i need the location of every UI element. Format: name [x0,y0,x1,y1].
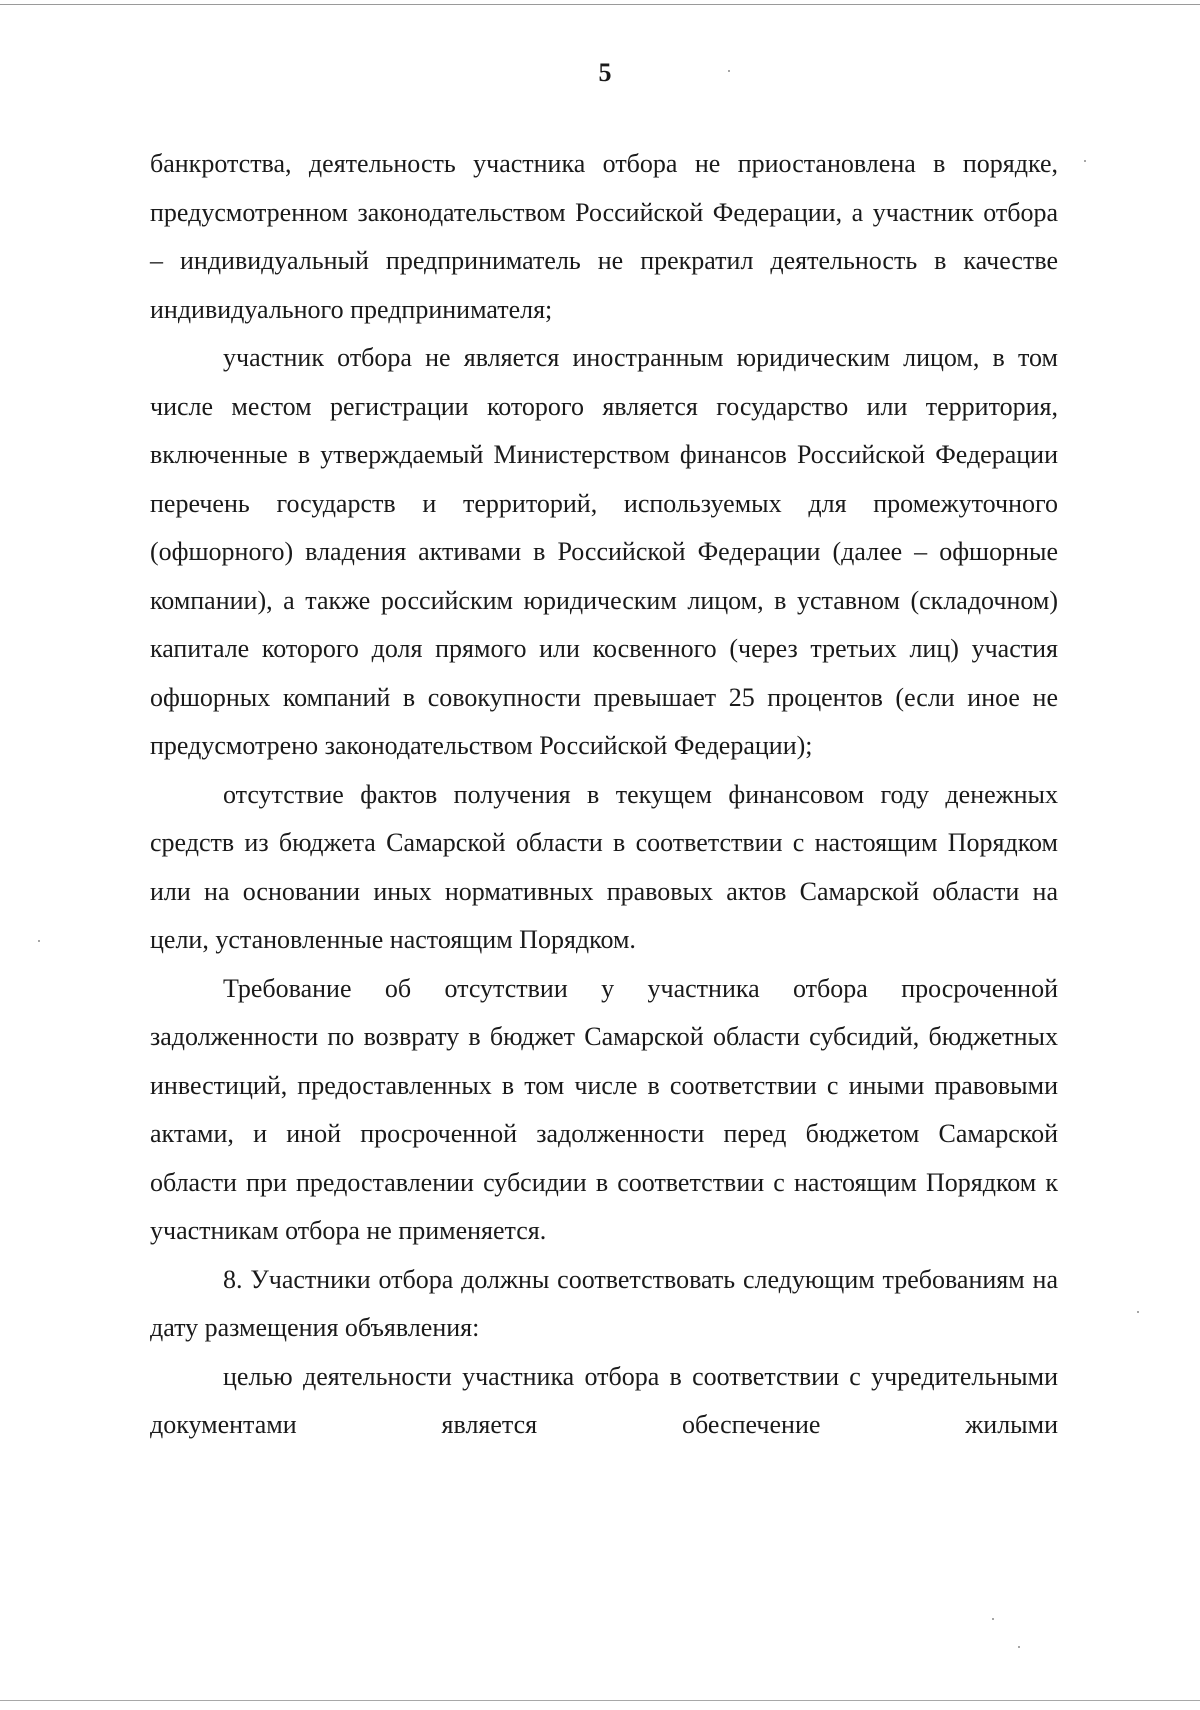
scan-edge-bottom [0,1700,1200,1701]
scan-speck [1084,160,1086,162]
document-body [150,140,1058,1450]
page-number: 5 [598,58,612,87]
scan-speck [992,1618,994,1620]
scan-speck [1018,1646,1020,1648]
scan-speck [728,70,730,72]
scan-edge-top [0,4,1200,5]
paragraph-overdue-debt-exemption: Требование об отсутствии у участника отбора просроченной задолженности по возврату в бюджет Самарской области субсидий, бюджетных инвестиций, предоставленных в том числе в соответствии с иными правовыми актами, и иной просроченной задолженности перед бюджетом Самарской области при предоставлении субсидии в соответствии с настоящим Порядком к участникам отбора не применяется. [150,973,1058,1245]
scan-speck [38,940,40,942]
paragraph-no-budget-funds: отсутствие фактов получения в текущем финансовом году денежных средств из бюджета Самарской области в соответствии с настоящим Порядком или на основании иных нормативных правовых актов Самарской области на цели, установленные настоящим Порядком. [150,779,1058,954]
paragraph-item-8-requirements: 8. Участники отбора должны соответствовать следующим требованиям на дату размещения объявления: [150,1264,1058,1342]
paragraph-offshore-requirement: участник отбора не является иностранным юридическим лицом, в том числе местом регистрации которого является государство или территория, включенные в утверждаемый Министерством финансов Российской Федерации перечень государств и территорий, используемых для промежуточного (офшорного) владения активами в Российской Федерации (далее – офшорные компании), а также российским юридическим лицом, в уставном (складочном) капитале которого доля прямого или косвенного (через третьих лиц) участия офшорных компаний в совокупности превышает 25 процентов (если иное не предусмотрено законодательством Российской Федерации); [150,343,1058,760]
paragraph-bankruptcy-continuation: банкротства, деятельность участника отбора не приостановлена в порядке, предусмотренном законодательством Российской Федерации, а участник отбора – индивидуальный предприниматель не прекратил деятельность в качестве индивидуального предпринимателя; [150,149,1058,324]
scan-speck [1137,1311,1139,1313]
paragraph-activity-purpose: целью деятельности участника отбора в соответствии с учредительными документами является обеспечение жилыми [150,1361,1058,1439]
